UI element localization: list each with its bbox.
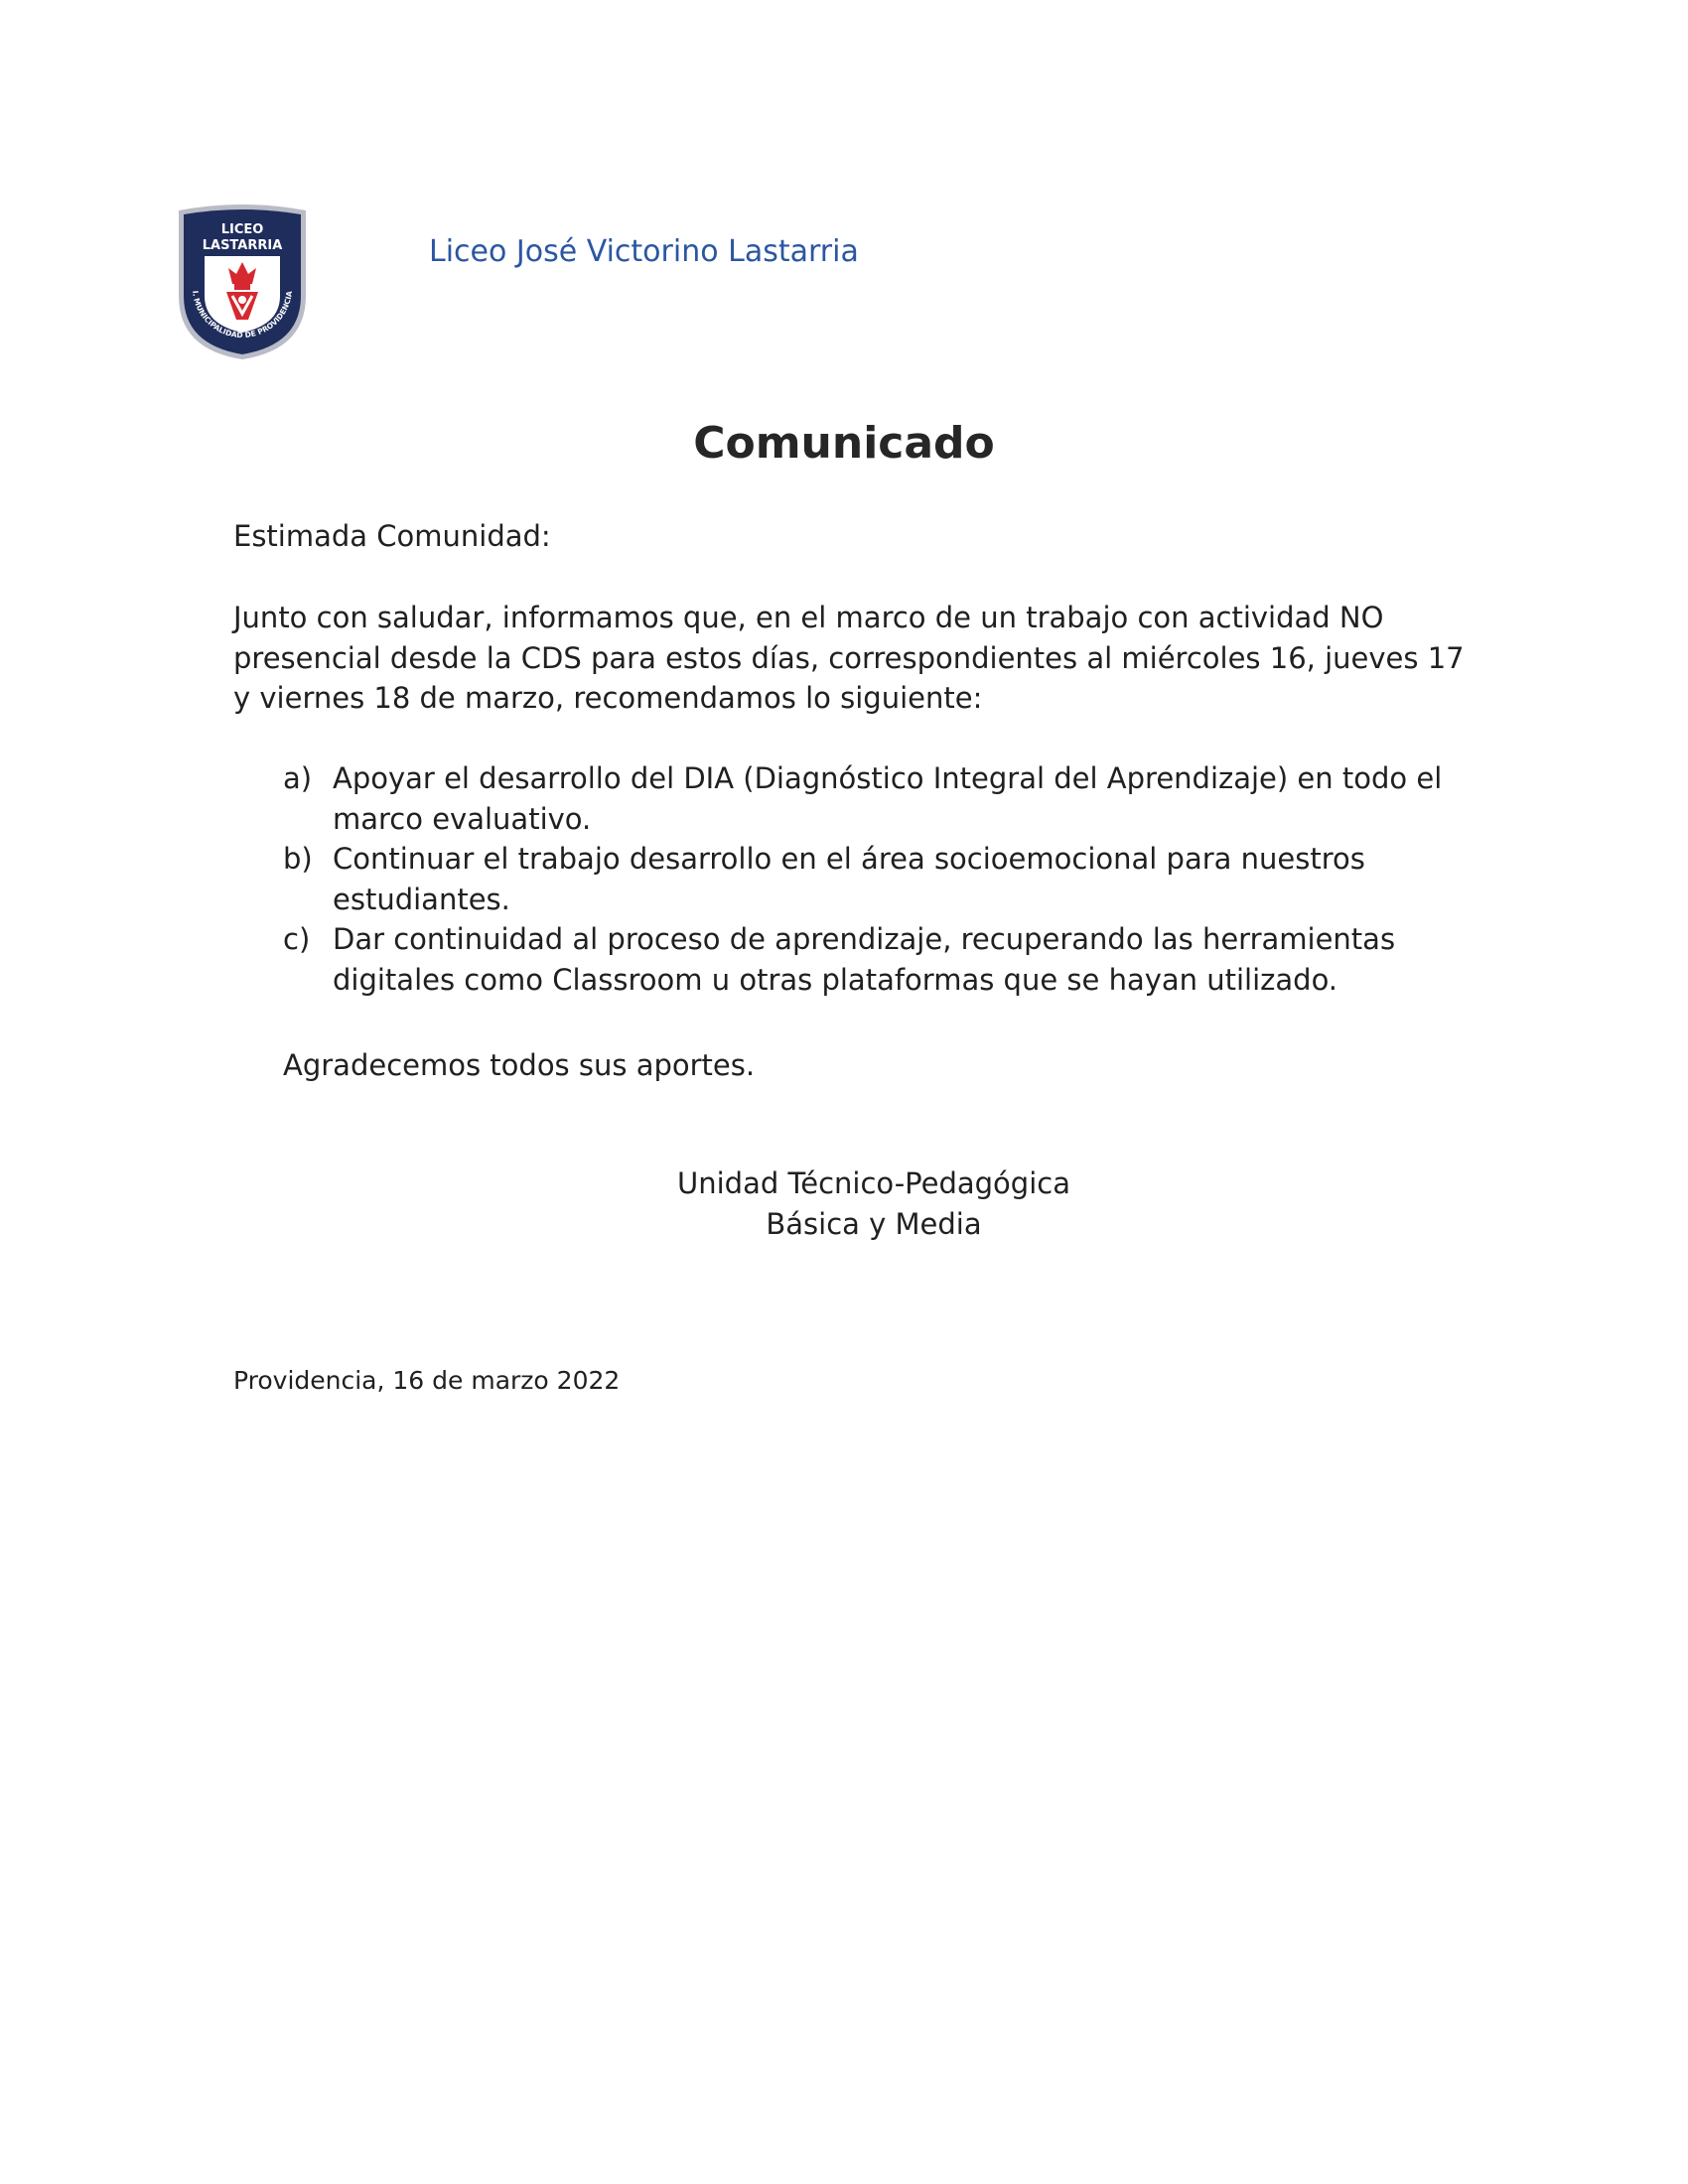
greeting: Estimada Comunidad: xyxy=(233,519,551,553)
logo-ring-text: I. MUNICIPALIDAD DE PROVIDENCIA xyxy=(191,290,294,341)
intro-paragraph: Junto con saludar, informamos que, en el marco de un trabajo con actividad NO presencial desde la CDS para estos días, correspondientes al miércoles 16, jueves 17 y viernes 18 de marzo, recomendamos lo siguiente: xyxy=(233,601,1465,715)
list-item-text: Apoyar el desarrollo del DIA (Diagnóstico Integral del Aprendizaje) en todo el marco evaluativo. xyxy=(333,761,1443,836)
thanks-line: Agradecemos todos sus aportes. xyxy=(283,1048,756,1082)
list-item xyxy=(283,919,1475,1000)
list-item xyxy=(283,839,1475,919)
list-marker: c) xyxy=(283,922,311,956)
signature-line-level: Básica y Media xyxy=(766,1206,982,1241)
list-marker: b) xyxy=(283,842,313,876)
logo-text-bottom: LASTARRIA xyxy=(202,238,283,253)
school-crest-logo xyxy=(175,201,310,361)
list-marker: a) xyxy=(283,761,313,795)
document-date: Providencia, 16 de marzo 2022 xyxy=(233,1366,621,1395)
list-item-text: Continuar el trabajo desarrollo en el área socioemocional para nuestros estudiantes. xyxy=(333,842,1365,916)
list-item xyxy=(283,758,1475,839)
signature-line-unit: Unidad Técnico-Pedagógica xyxy=(677,1166,1070,1200)
document-title: Comunicado xyxy=(693,418,995,469)
logo-text-top: LICEO xyxy=(220,222,264,237)
signature-block xyxy=(576,1163,1172,1244)
recommendation-list xyxy=(283,758,1475,1000)
school-name: Liceo José Victorino Lastarria xyxy=(429,234,859,269)
list-item-text: Dar continuidad al proceso de aprendizaje, recuperando las herramientas digitales como Classroom u otras plataformas que se hayan utilizado. xyxy=(333,922,1396,997)
